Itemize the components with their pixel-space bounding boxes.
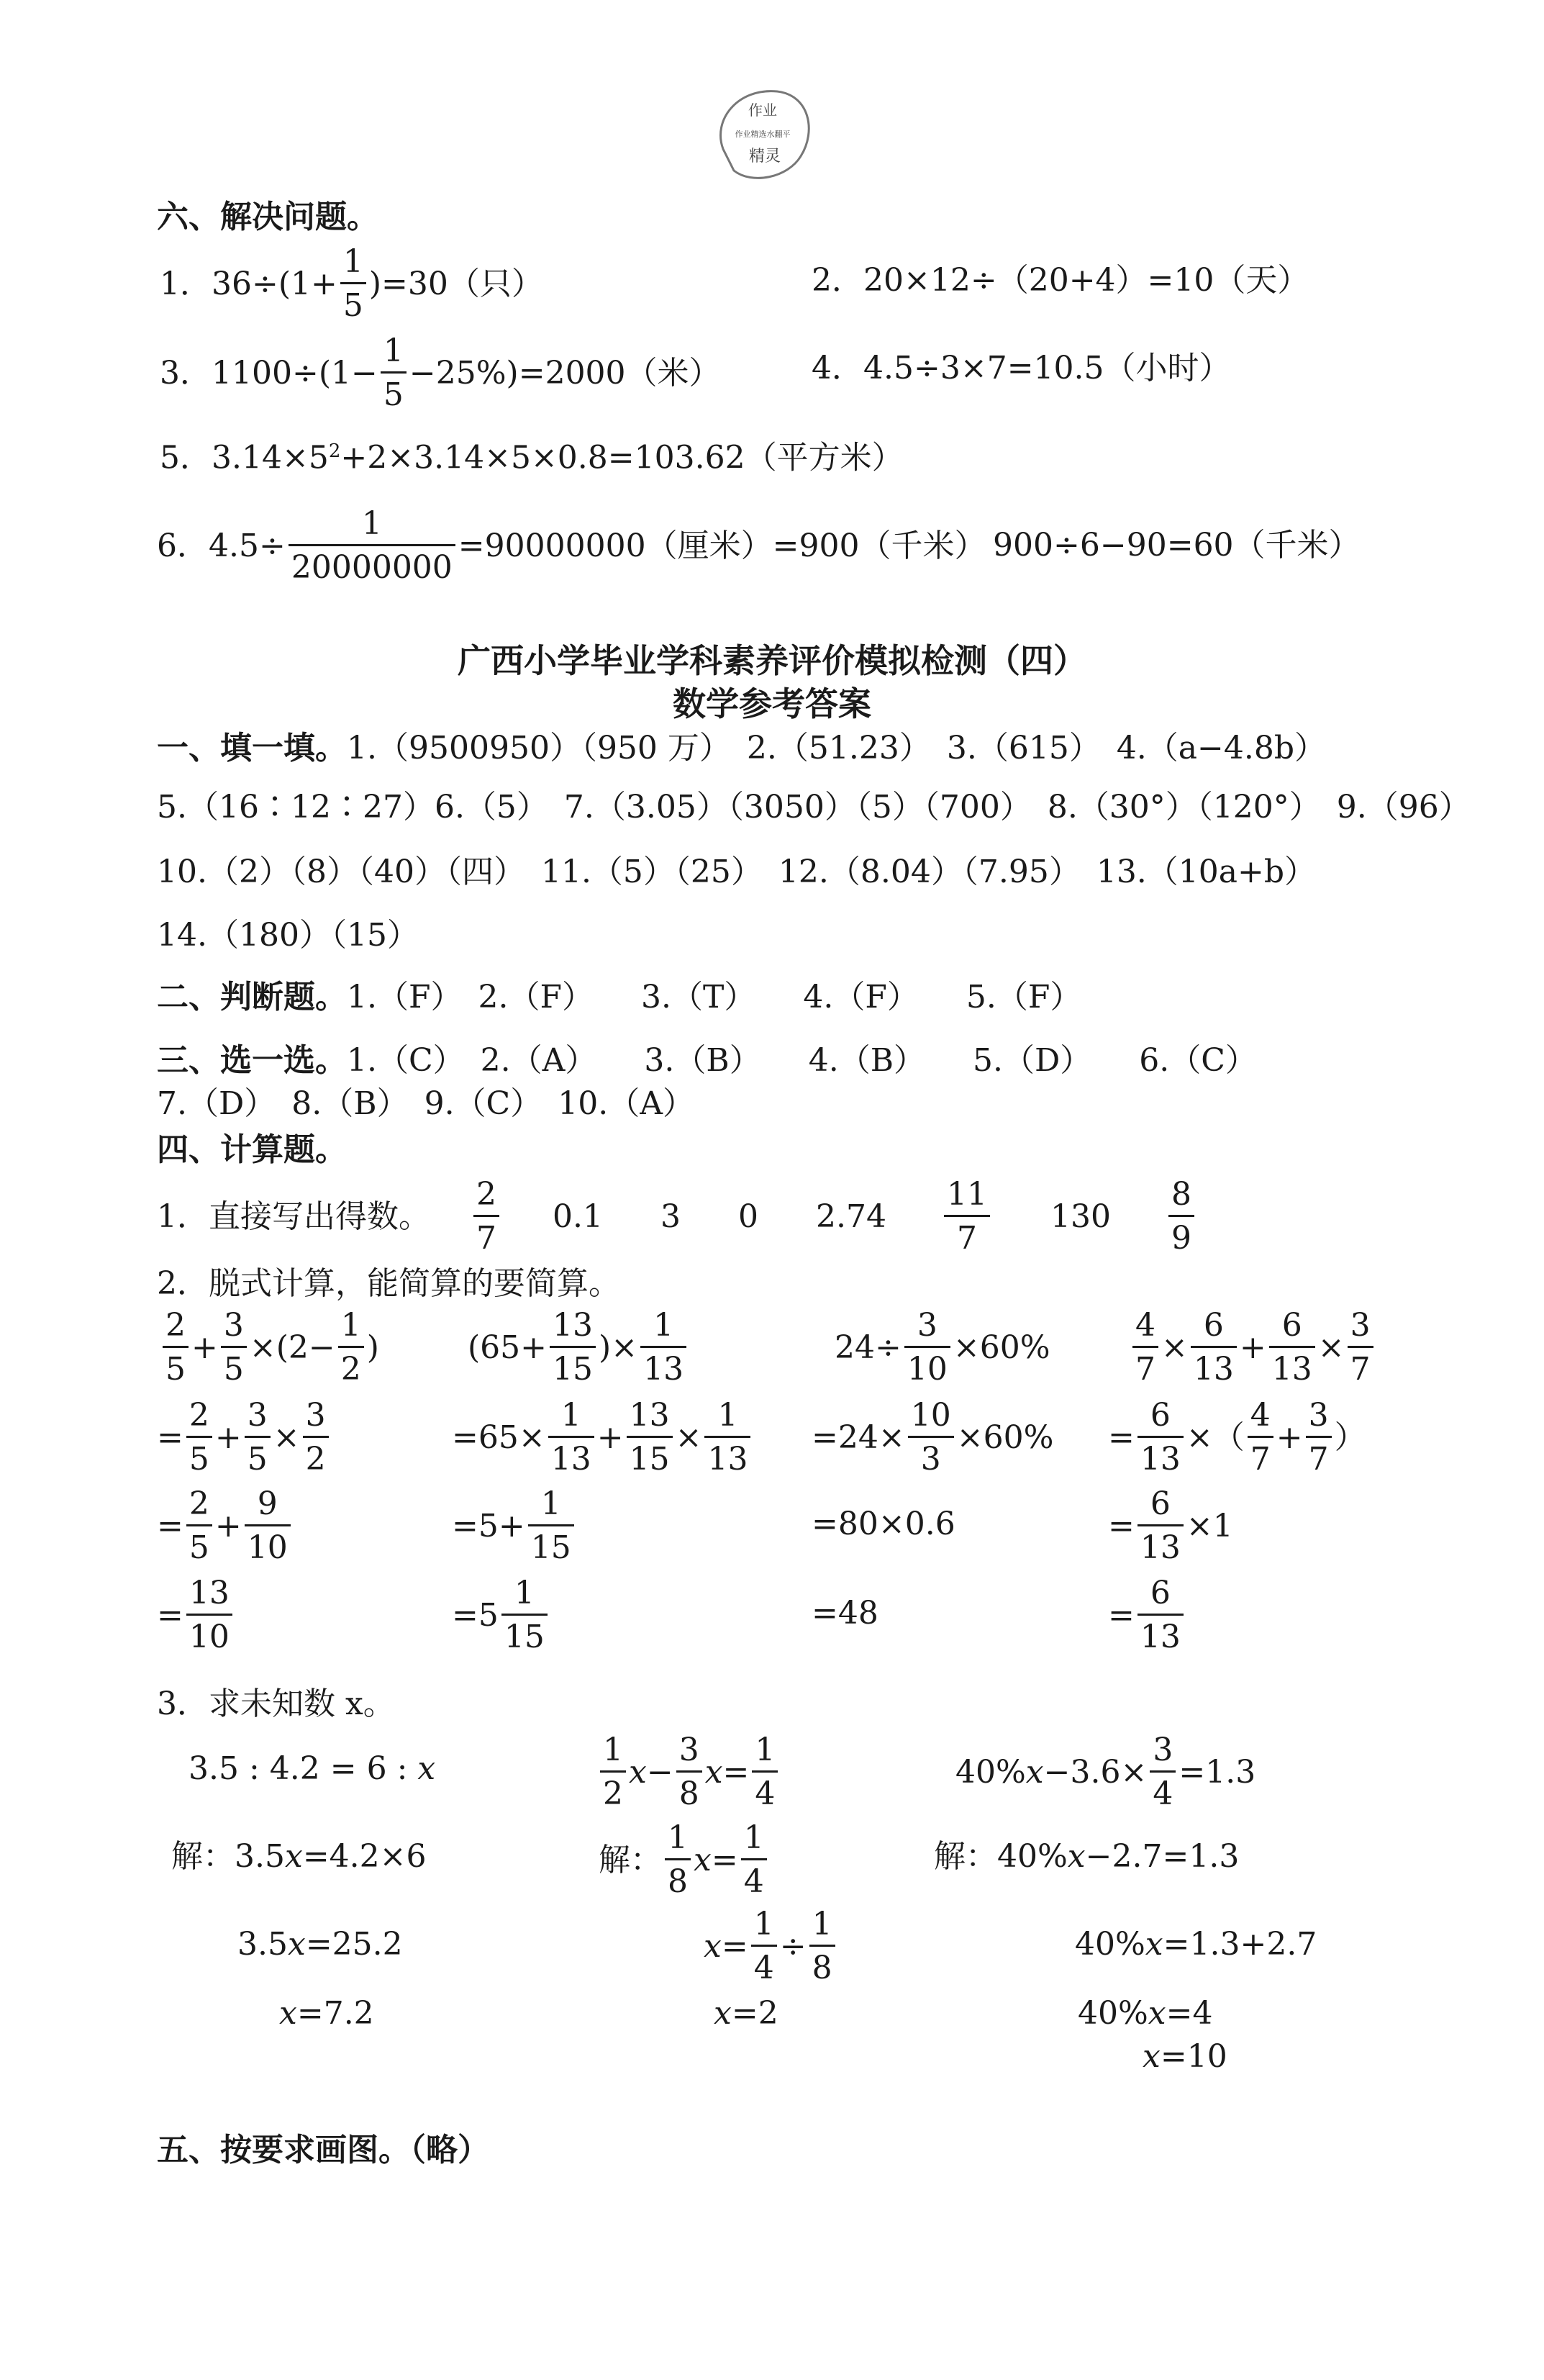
q4-1-label: 1．直接写出得数。 [157, 1198, 430, 1235]
p6-6-post: =90000000（厘米）=900（千米） [458, 527, 986, 564]
answer: 0.1 [553, 1198, 603, 1235]
eq2-line1: $\frac{1}{2}$ x − $\frac{3}{8}$ x = $\frac{1}{4}$ [597, 1734, 781, 1810]
problem-6-2: 2．20×12÷（20+4）=10（天） [812, 262, 1309, 299]
section3-line1: 三、选一选。1.（C） 2.（A） 3.（B） 4.（B） 5.（D） 6.（C） [157, 1042, 1257, 1079]
answer: 130 [1050, 1198, 1111, 1235]
p6-3-post: −25%)=2000（米） [409, 354, 721, 392]
calc1-line2: = $\frac{2}{5}$ + $\frac{3}{5}$ × $\frac{3}{2}$ [157, 1400, 332, 1475]
answer: 3 [660, 1198, 681, 1235]
calc1-line3: = $\frac{2}{5}$ + $\frac{9}{10}$ [157, 1488, 294, 1564]
answer-fraction: $\frac{11}{7}$ [944, 1179, 990, 1254]
section1-label: 一、填一填。 [157, 730, 347, 766]
answer-fraction: $\frac{2}{7}$ [473, 1179, 499, 1254]
calc4-line3: = $\frac{6}{13}$ ×1 [1108, 1485, 1233, 1566]
section4-label: 四、计算题。 [157, 1131, 347, 1168]
q4-2-label: 2．脱式计算，能简算的要简算。 [157, 1265, 620, 1302]
calc4-line4: = $\frac{6}{13}$ [1108, 1578, 1186, 1653]
eq2-line3: x = $\frac{1}{4}$ ÷ $\frac{1}{8}$ [704, 1909, 838, 1984]
fraction: $\frac{1}{5}$ [340, 246, 366, 322]
calc4-line1: $\frac{4}{7}$ × $\frac{6}{13}$ + $\frac{6}{13}$ × $\frac{3}{7}$ [1130, 1310, 1376, 1385]
section2-label: 二、判断题。 [157, 979, 347, 1015]
eq3-line5: x=10 [1143, 2038, 1227, 2075]
page-subtitle: 数学参考答案 [673, 684, 871, 723]
section6-title: 六、解决问题。 [157, 199, 378, 235]
problem-6-6 [157, 505, 986, 586]
section3-line2: 7.（D） 8.（B） 9.（C） 10.（A） [157, 1085, 694, 1122]
homework-elf-logo [709, 81, 817, 189]
calc3-line3: =80×0.6 [812, 1506, 955, 1542]
calc3-line2: =24× $\frac{10}{3}$ ×60% [812, 1397, 1054, 1478]
eq3-line3: 40%x=1.3+2.7 [1075, 1926, 1317, 1963]
p6-3-pre: 3．1100÷(1− [160, 354, 378, 392]
answer-fraction: $\frac{8}{9}$ [1168, 1179, 1194, 1254]
section1-line1: 一、填一填。1.（9500950）（950 万） 2.（51.23） 3.（615） 4.（a−4.8b） [157, 730, 1327, 766]
eq1-line2: 解：3.5x=4.2×6 [171, 1838, 427, 1875]
p6-1-post: )=30（只） [368, 265, 543, 302]
section1-line3: 10.（2）（8）（40）（四） 11.（5）（25） 12.（8.04）（7.95） 13.（10a+b） [157, 854, 1317, 890]
eq2-line2: 解： $\frac{1}{8}$ x = $\frac{1}{4}$ [599, 1822, 770, 1898]
answer: 2.74 [815, 1198, 886, 1235]
problem-6-5: 5．$3.14\times 5^2+2\times 3.14\times 5\times 0.8=103.62$（平方米） [160, 439, 904, 476]
fraction: $\frac{1}{20000000}$ [289, 508, 455, 584]
calc1-line4: = $\frac{13}{10}$ [157, 1578, 235, 1653]
section3-label: 三、选一选。 [157, 1042, 347, 1079]
eq1-line4: x=7.2 [279, 1995, 374, 2032]
problem-6-6-extra: 900÷6−90=60（千米） [993, 527, 1361, 564]
eq2-line4: x=2 [714, 1995, 778, 2032]
logo-bottom-text: 精灵 [748, 148, 781, 166]
calc2-line3: =5+ $\frac{1}{15}$ [452, 1488, 577, 1564]
eq1-line1: 3.5 : 4.2 = 6 : x [189, 1750, 436, 1787]
eq3-line4: 40%x=4 [1078, 1995, 1213, 2032]
q4-3-label: 3．求未知数 x。 [157, 1686, 395, 1722]
calc2-line1: (65+ $\frac{13}{15}$ )× $\frac{1}{13}$ [468, 1310, 689, 1385]
calc2-line4: =5 $\frac{1}{15}$ [452, 1578, 550, 1653]
logo-mid-text: 作业精选水翻平 [735, 130, 791, 139]
page-title: 广西小学毕业学科素养评价模拟检测（四） [458, 641, 1086, 680]
eq1-line3: 3.5x=25.2 [237, 1926, 403, 1963]
problem-6-1 [160, 243, 543, 324]
section5-label: 五、按要求画图。（略） [157, 2132, 489, 2168]
calc3-line4: =48 [812, 1595, 878, 1632]
calc3-line1: 24÷ $\frac{3}{10}$ ×60% [835, 1307, 1050, 1388]
problem-6-3 [160, 332, 721, 413]
p6-6-pre: 6．4.5÷ [157, 527, 286, 564]
answer: 0 [737, 1198, 758, 1235]
fraction: $\frac{1}{5}$ [381, 335, 407, 411]
logo-top-text: 作业 [748, 101, 777, 119]
section1-line4: 14.（180）（15） [157, 917, 419, 954]
q4-1-row [157, 1176, 1197, 1257]
section1-line2: 5.（16∶12∶27）6.（5） 7.（3.05）（3050）（5）（700） 8.（30°）（120°） 9.（96） [157, 789, 1471, 825]
eq3-line2: 解：40%x−2.7=1.3 [934, 1838, 1240, 1875]
calc1-line1: $\frac{2}{5}$ + $\frac{3}{5}$ ×(2− $\frac{1}{2}$ ) [160, 1310, 379, 1385]
problem-6-4: 4．4.5÷3×7=10.5（小时） [812, 350, 1231, 386]
calc2-line2: =65× $\frac{1}{13}$ + $\frac{13}{15}$ × $\frac{1}{13}$ [452, 1400, 753, 1475]
eq3-line1: 40% x −3.6× $\frac{3}{4}$ =1.3 [955, 1732, 1256, 1812]
section2: 二、判断题。1.（F） 2.（F） 3.（T） 4.（F） 5.（F） [157, 979, 1082, 1015]
calc4-line2: = $\frac{6}{13}$ ×（ $\frac{4}{7}$ + $\frac{3}{7}$ ） [1108, 1397, 1366, 1478]
p6-1-pre: 1．36÷(1+ [160, 265, 337, 302]
